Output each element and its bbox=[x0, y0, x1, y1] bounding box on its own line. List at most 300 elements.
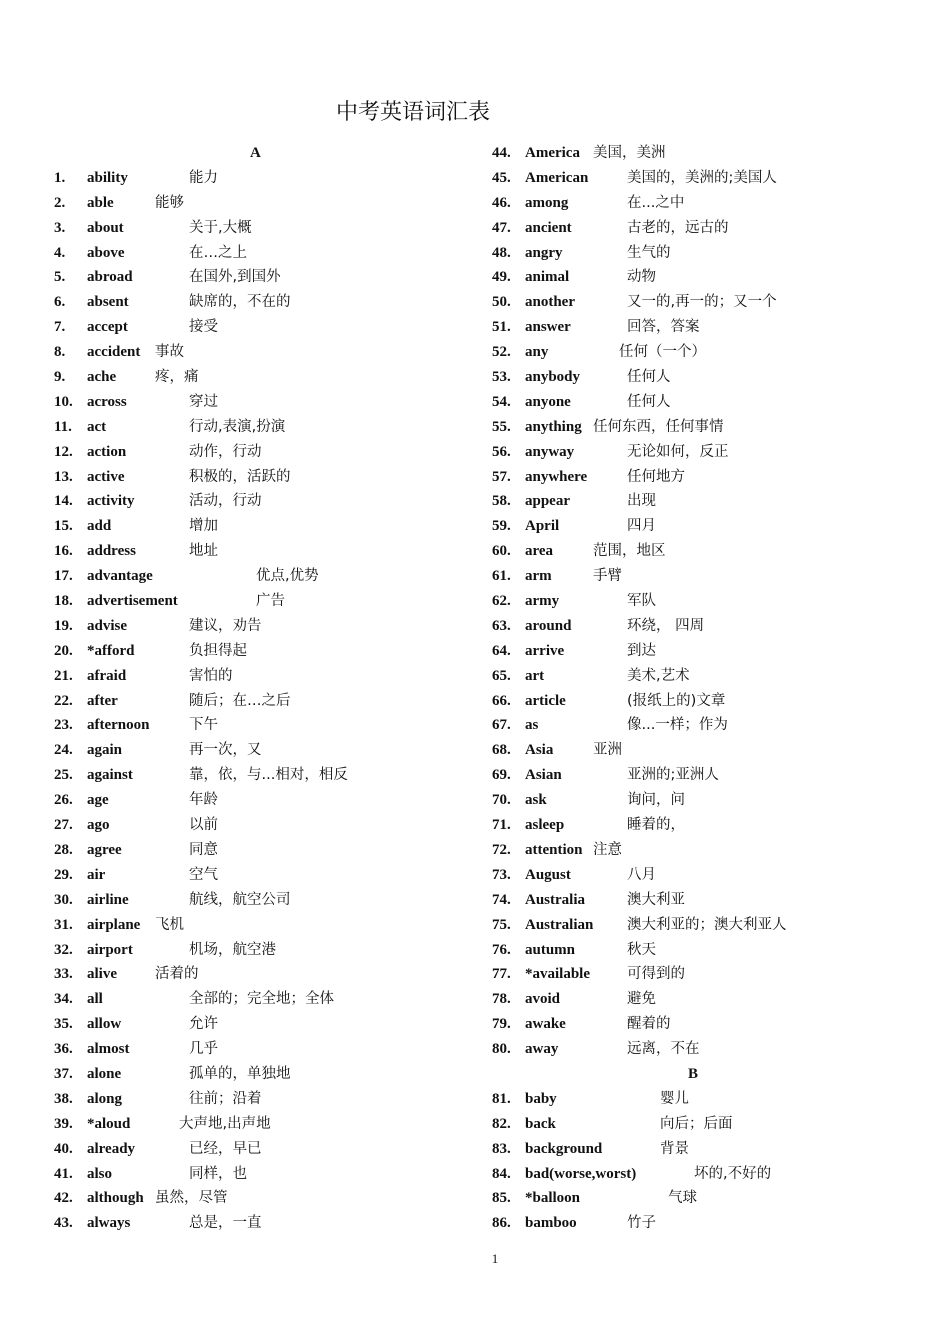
vocab-entry bbox=[492, 1137, 912, 1162]
entry-number: 26. bbox=[54, 792, 73, 809]
entry-definition: 能够 bbox=[155, 194, 184, 211]
entry-definition: 远离，不在 bbox=[627, 1041, 700, 1058]
entry-word: autumn bbox=[525, 941, 576, 958]
entry-definition: 环绕， 四周 bbox=[627, 617, 705, 634]
vocab-entry bbox=[492, 265, 912, 290]
entry-number: 82. bbox=[492, 1115, 511, 1132]
entry-definition: 背景 bbox=[660, 1140, 689, 1157]
entry-number: 10. bbox=[54, 393, 73, 410]
entry-word: appear bbox=[525, 493, 570, 510]
entry-word: area bbox=[525, 543, 554, 560]
entry-definition: 疼，痛 bbox=[155, 369, 199, 386]
entry-definition: 行动,表演,扮演 bbox=[189, 418, 286, 435]
entry-number: 45. bbox=[492, 169, 511, 186]
entry-number: 73. bbox=[492, 866, 511, 883]
entry-definition: 手臂 bbox=[593, 568, 622, 585]
entry-word: *balloon bbox=[525, 1190, 581, 1207]
entry-definition: 任何人 bbox=[627, 369, 671, 386]
vocab-entry bbox=[492, 713, 912, 738]
vocab-entry bbox=[54, 913, 454, 938]
entry-word: although bbox=[87, 1190, 144, 1207]
entry-word: already bbox=[87, 1140, 136, 1157]
entry-definition: 事故 bbox=[155, 344, 184, 361]
entry-definition: 同样，也 bbox=[189, 1165, 247, 1182]
entry-definition: 穿过 bbox=[189, 393, 218, 410]
entry-number: 58. bbox=[492, 493, 511, 510]
vocab-entry bbox=[54, 1186, 454, 1211]
entry-definition: 任何（一个） bbox=[619, 344, 706, 361]
entry-definition: 总是，一直 bbox=[189, 1215, 262, 1232]
vocab-entry bbox=[492, 1162, 912, 1187]
entry-word: answer bbox=[525, 319, 571, 336]
entry-definition: 大声地,出声地 bbox=[179, 1115, 271, 1132]
vocab-entry bbox=[54, 390, 454, 415]
entry-definition: 动作，行动 bbox=[189, 443, 262, 460]
entry-number: 76. bbox=[492, 941, 511, 958]
vocab-entry bbox=[492, 514, 912, 539]
entry-word: arm bbox=[525, 568, 552, 585]
vocab-entry bbox=[54, 216, 454, 241]
entry-number: 2. bbox=[54, 194, 66, 211]
vocab-entry bbox=[54, 813, 454, 838]
entry-definition: 坏的,不好的 bbox=[694, 1165, 772, 1182]
entry-number: 36. bbox=[54, 1041, 73, 1058]
entry-word: afternoon bbox=[87, 717, 150, 734]
entry-definition: 活着的 bbox=[155, 966, 199, 983]
vocab-entry bbox=[492, 415, 912, 440]
vocab-entry bbox=[492, 788, 912, 813]
entry-word: April bbox=[525, 518, 560, 535]
entry-word: accept bbox=[87, 319, 128, 336]
entry-definition: 允许 bbox=[189, 1016, 218, 1033]
vocab-entry bbox=[54, 166, 454, 191]
entry-definition: 全部的；完全地；全体 bbox=[189, 991, 334, 1008]
entry-number: 39. bbox=[54, 1115, 73, 1132]
entry-definition: 睡着的， bbox=[627, 817, 685, 834]
vocab-entry bbox=[54, 838, 454, 863]
entry-word: agree bbox=[87, 841, 122, 858]
entry-word: all bbox=[87, 991, 103, 1008]
entry-number: 64. bbox=[492, 642, 511, 659]
entry-definition: 可得到的 bbox=[627, 966, 685, 983]
entry-definition: 澳大利亚的；澳大利亚人 bbox=[627, 916, 787, 933]
entry-definition: 已经，早已 bbox=[189, 1140, 262, 1157]
entry-word: after bbox=[87, 692, 118, 709]
entry-word: anybody bbox=[525, 369, 581, 386]
entry-word: about bbox=[87, 219, 124, 236]
entry-word: ache bbox=[87, 369, 117, 386]
entry-number: 53. bbox=[492, 369, 511, 386]
entry-number: 60. bbox=[492, 543, 511, 560]
entry-definition: 任何东西，任何事情 bbox=[593, 418, 724, 435]
vocab-entry bbox=[492, 191, 912, 216]
entry-word: another bbox=[525, 294, 575, 311]
entry-number: 49. bbox=[492, 269, 511, 286]
entry-number: 83. bbox=[492, 1140, 511, 1157]
entry-word: absent bbox=[87, 294, 129, 311]
vocab-entry bbox=[492, 763, 912, 788]
entry-definition: 婴儿 bbox=[660, 1090, 689, 1107]
entry-number: 84. bbox=[492, 1165, 511, 1182]
entry-word: airport bbox=[87, 941, 133, 958]
vocab-entry bbox=[54, 987, 454, 1012]
entry-word: anywhere bbox=[525, 468, 588, 485]
vocab-entry bbox=[492, 1211, 912, 1236]
entry-definition: 同意 bbox=[189, 841, 218, 858]
entry-word: advise bbox=[87, 617, 128, 634]
entry-definition: 亚洲的;亚洲人 bbox=[627, 767, 719, 784]
vocab-entry bbox=[492, 365, 912, 390]
entry-word: active bbox=[87, 468, 125, 485]
entry-definition: 下午 bbox=[189, 717, 218, 734]
entry-number: 70. bbox=[492, 792, 511, 809]
entry-word: baby bbox=[525, 1090, 557, 1107]
vocab-entry bbox=[54, 713, 454, 738]
vocab-entry bbox=[492, 664, 912, 689]
entry-word: army bbox=[525, 593, 560, 610]
entry-word: America bbox=[525, 145, 580, 161]
entry-number: 6. bbox=[54, 294, 66, 311]
entry-definition: 询问，问 bbox=[627, 792, 685, 809]
entry-number: 51. bbox=[492, 319, 511, 336]
entry-number: 28. bbox=[54, 841, 73, 858]
entry-definition: 优点,优势 bbox=[256, 568, 319, 585]
entry-definition: 出现 bbox=[627, 493, 656, 510]
vocab-entry bbox=[492, 639, 912, 664]
entry-word: anyone bbox=[525, 393, 571, 410]
entry-word: air bbox=[87, 866, 106, 883]
entry-number: 18. bbox=[54, 593, 73, 610]
vocab-entry bbox=[492, 614, 912, 639]
entry-definition: 范围，地区 bbox=[593, 543, 666, 560]
entry-word: bamboo bbox=[525, 1215, 577, 1232]
entry-number: 20. bbox=[54, 642, 73, 659]
entry-definition: 积极的，活跃的 bbox=[189, 468, 291, 485]
entry-word: also bbox=[87, 1165, 113, 1182]
entry-definition: 飞机 bbox=[155, 916, 184, 933]
entry-definition: 在...之中 bbox=[627, 194, 685, 211]
entry-definition: 到达 bbox=[627, 642, 656, 659]
entry-word: alone bbox=[87, 1065, 122, 1082]
vocab-entry bbox=[492, 440, 912, 465]
entry-definition: 几乎 bbox=[189, 1041, 218, 1058]
entry-word: arrive bbox=[525, 642, 565, 659]
section-header-b: B bbox=[688, 1065, 699, 1082]
vocab-entry bbox=[492, 738, 912, 763]
entry-number: 33. bbox=[54, 966, 73, 983]
entry-word: among bbox=[525, 194, 569, 211]
entry-definition: 生气的 bbox=[627, 244, 671, 261]
entry-definition: (报纸上的)文章 bbox=[627, 692, 726, 709]
vocab-entry bbox=[492, 938, 912, 963]
entry-word: ask bbox=[525, 792, 547, 809]
entry-definition: 避免 bbox=[627, 991, 656, 1008]
entry-word: age bbox=[87, 792, 109, 809]
vocab-entry bbox=[492, 987, 912, 1012]
vocab-entry bbox=[54, 1062, 454, 1087]
entry-word: alive bbox=[87, 966, 117, 983]
entry-word: animal bbox=[525, 269, 570, 286]
entry-word: Asian bbox=[525, 767, 562, 784]
vocab-entry bbox=[54, 763, 454, 788]
entry-word: bad(worse,worst) bbox=[525, 1165, 637, 1182]
entry-definition: 气球 bbox=[668, 1190, 697, 1207]
entry-definition: 回答，答案 bbox=[627, 319, 700, 336]
entry-word: anything bbox=[525, 418, 582, 435]
entry-definition: 注意 bbox=[593, 841, 622, 858]
vocab-entry bbox=[492, 564, 912, 589]
entry-definition: 活动，行动 bbox=[189, 493, 262, 510]
vocab-entry bbox=[492, 1037, 912, 1062]
entry-word: August bbox=[525, 866, 571, 883]
entry-definition: 关于,大概 bbox=[189, 219, 252, 236]
entry-number: 34. bbox=[54, 991, 73, 1008]
vocab-entry bbox=[492, 863, 912, 888]
entry-definition: 接受 bbox=[189, 319, 218, 336]
vocab-entry bbox=[54, 589, 454, 614]
entry-number: 31. bbox=[54, 916, 73, 933]
entry-definition: 亚洲 bbox=[593, 742, 622, 759]
entry-definition: 往前；沿着 bbox=[189, 1090, 262, 1107]
entry-number: 72. bbox=[492, 841, 511, 858]
entry-definition: 虽然，尽管 bbox=[155, 1190, 228, 1207]
vocab-entry bbox=[54, 514, 454, 539]
entry-definition: 在…之上 bbox=[189, 244, 247, 261]
vocab-entry bbox=[54, 1162, 454, 1187]
vocab-entry bbox=[54, 614, 454, 639]
entry-number: 54. bbox=[492, 393, 511, 410]
vocab-entry bbox=[492, 290, 912, 315]
entry-definition: 秋天 bbox=[627, 941, 656, 958]
entry-word: activity bbox=[87, 493, 135, 510]
entry-number: 15. bbox=[54, 518, 73, 535]
entry-word: Australia bbox=[525, 891, 585, 908]
vocab-entry bbox=[54, 888, 454, 913]
entry-word: back bbox=[525, 1115, 556, 1132]
entry-word: around bbox=[525, 617, 572, 634]
vocab-entry bbox=[492, 962, 912, 987]
vocab-entry bbox=[54, 962, 454, 987]
entry-number: 11. bbox=[54, 418, 72, 435]
entry-number: 85. bbox=[492, 1190, 511, 1207]
vocab-entry bbox=[54, 863, 454, 888]
entry-definition: 空气 bbox=[189, 866, 218, 883]
vocab-entry bbox=[54, 365, 454, 390]
vocab-entry bbox=[492, 216, 912, 241]
entry-word: allow bbox=[87, 1016, 122, 1033]
entry-word: art bbox=[525, 667, 545, 684]
entry-number: 78. bbox=[492, 991, 511, 1008]
entry-number: 25. bbox=[54, 767, 73, 784]
entry-definition: 军队 bbox=[627, 593, 656, 610]
entry-word: always bbox=[87, 1215, 131, 1232]
entry-number: 56. bbox=[492, 443, 511, 460]
entry-number: 47. bbox=[492, 219, 511, 236]
entry-definition: 竹子 bbox=[627, 1215, 656, 1232]
vocab-entry bbox=[492, 141, 912, 166]
vocab-entry bbox=[54, 415, 454, 440]
entry-number: 77. bbox=[492, 966, 511, 983]
entry-number: 13. bbox=[54, 468, 73, 485]
vocab-entry bbox=[492, 1012, 912, 1037]
entry-number: 43. bbox=[54, 1215, 73, 1232]
vocab-entry bbox=[492, 689, 912, 714]
entry-word: advantage bbox=[87, 568, 153, 585]
entry-number: 68. bbox=[492, 742, 511, 759]
entry-definition: 澳大利亚 bbox=[627, 891, 685, 908]
entry-definition: 美国的，美洲的;美国人 bbox=[627, 169, 777, 186]
entry-definition: 动物 bbox=[627, 269, 656, 286]
entry-definition: 建议，劝告 bbox=[189, 617, 262, 634]
vocab-entry bbox=[54, 689, 454, 714]
entry-word: anyway bbox=[525, 443, 575, 460]
entry-number: 63. bbox=[492, 617, 511, 634]
entry-definition: 机场，航空港 bbox=[189, 941, 276, 958]
entry-number: 27. bbox=[54, 817, 73, 834]
entry-number: 42. bbox=[54, 1190, 73, 1207]
vocab-entry bbox=[54, 664, 454, 689]
entry-definition: 年龄 bbox=[189, 792, 218, 809]
vocab-entry bbox=[54, 191, 454, 216]
entry-number: 24. bbox=[54, 742, 73, 759]
entry-number: 7. bbox=[54, 319, 66, 336]
entry-number: 62. bbox=[492, 593, 511, 610]
entry-number: 50. bbox=[492, 294, 511, 311]
entry-word: ancient bbox=[525, 219, 572, 236]
entry-number: 8. bbox=[54, 344, 66, 361]
entry-word: awake bbox=[525, 1016, 566, 1033]
entry-definition: 美术,艺术 bbox=[627, 667, 690, 684]
vocab-entry bbox=[492, 838, 912, 863]
entry-word: almost bbox=[87, 1041, 130, 1058]
entry-number: 55. bbox=[492, 418, 511, 435]
entry-definition: 以前 bbox=[189, 817, 218, 834]
vocab-entry bbox=[54, 738, 454, 763]
entry-number: 65. bbox=[492, 667, 511, 684]
entry-number: 80. bbox=[492, 1041, 511, 1058]
entry-number: 48. bbox=[492, 244, 511, 261]
entry-word: airplane bbox=[87, 916, 141, 933]
entry-definition: 在国外,到国外 bbox=[189, 269, 281, 286]
vocab-entry bbox=[492, 1087, 912, 1112]
entry-word: angry bbox=[525, 244, 563, 261]
vocab-entry bbox=[54, 788, 454, 813]
vocab-entry bbox=[54, 938, 454, 963]
entry-word: avoid bbox=[525, 991, 561, 1008]
vocab-entry bbox=[54, 489, 454, 514]
entry-number: 46. bbox=[492, 194, 511, 211]
entry-number: 5. bbox=[54, 269, 66, 286]
vocab-entry bbox=[54, 564, 454, 589]
entry-word: background bbox=[525, 1140, 603, 1157]
entry-word: away bbox=[525, 1041, 559, 1058]
entry-definition: 向后；后面 bbox=[660, 1115, 733, 1132]
entry-word: ability bbox=[87, 169, 128, 186]
entry-number: 37. bbox=[54, 1065, 73, 1082]
page-number: 1 bbox=[491, 1251, 499, 1266]
entry-definition: 靠，依，与...相对，相反 bbox=[189, 767, 348, 784]
entry-number: 59. bbox=[492, 518, 511, 535]
vocab-entry bbox=[54, 1112, 454, 1137]
entry-word: advertisement bbox=[87, 593, 178, 610]
entry-word: Asia bbox=[525, 742, 554, 759]
entry-word: article bbox=[525, 692, 566, 709]
entry-number: 81. bbox=[492, 1090, 511, 1107]
entry-word: along bbox=[87, 1090, 123, 1107]
entry-word: afraid bbox=[87, 667, 127, 684]
entry-word: *afford bbox=[87, 642, 135, 659]
entry-word: action bbox=[87, 443, 127, 460]
entry-definition: 再一次，又 bbox=[189, 742, 262, 759]
entry-word: *aloud bbox=[87, 1115, 131, 1132]
entry-definition: 随后；在…之后 bbox=[189, 692, 291, 709]
entry-word: accident bbox=[87, 344, 141, 361]
vocab-entry bbox=[492, 465, 912, 490]
vocab-entry bbox=[492, 888, 912, 913]
vocab-entry bbox=[54, 1137, 454, 1162]
entry-word: airline bbox=[87, 891, 129, 908]
entry-number: 17. bbox=[54, 568, 73, 585]
entry-number: 74. bbox=[492, 891, 511, 908]
entry-definition: 增加 bbox=[189, 518, 218, 535]
entry-word: any bbox=[525, 344, 549, 361]
entry-word: above bbox=[87, 244, 125, 261]
vocab-entry bbox=[54, 1037, 454, 1062]
entry-word: abroad bbox=[87, 269, 133, 286]
vocab-entry bbox=[492, 813, 912, 838]
entry-word: Australian bbox=[525, 916, 594, 933]
entry-number: 29. bbox=[54, 866, 73, 883]
entry-word: again bbox=[87, 742, 123, 759]
entry-number: 21. bbox=[54, 667, 73, 684]
entry-number: 71. bbox=[492, 817, 511, 834]
entry-definition: 缺席的，不在的 bbox=[189, 294, 291, 311]
entry-number: 69. bbox=[492, 767, 511, 784]
entry-word: address bbox=[87, 543, 136, 560]
vocab-entry bbox=[492, 1112, 912, 1137]
entry-definition: 害怕的 bbox=[189, 667, 233, 684]
entry-number: 86. bbox=[492, 1215, 511, 1232]
entry-definition: 任何地方 bbox=[627, 468, 685, 485]
entry-definition: 无论如何，反正 bbox=[627, 443, 729, 460]
entry-definition: 八月 bbox=[627, 866, 656, 883]
entry-number: 35. bbox=[54, 1016, 73, 1033]
vocab-entry bbox=[492, 489, 912, 514]
entry-word: ago bbox=[87, 817, 110, 834]
entry-number: 30. bbox=[54, 891, 73, 908]
vocab-entry bbox=[54, 639, 454, 664]
right-column bbox=[492, 141, 912, 1236]
entry-word: act bbox=[87, 418, 107, 435]
entry-definition: 又一的,再一的；又一个 bbox=[627, 294, 777, 311]
entry-number: 41. bbox=[54, 1165, 73, 1182]
vocab-entry bbox=[54, 539, 454, 564]
entry-number: 14. bbox=[54, 493, 73, 510]
entry-number: 75. bbox=[492, 916, 511, 933]
vocab-entry bbox=[54, 340, 454, 365]
entry-number: 57. bbox=[492, 468, 511, 485]
entry-word: against bbox=[87, 767, 133, 784]
entry-definition: 能力 bbox=[189, 169, 218, 186]
vocab-entry bbox=[492, 539, 912, 564]
entry-number: 67. bbox=[492, 717, 511, 734]
vocab-entry bbox=[54, 315, 454, 340]
vocab-entry bbox=[492, 241, 912, 266]
entry-definition: 古老的，远古的 bbox=[627, 219, 729, 236]
entry-definition: 醒着的 bbox=[627, 1016, 671, 1033]
entry-word: attention bbox=[525, 841, 583, 858]
entry-word: American bbox=[525, 169, 589, 186]
